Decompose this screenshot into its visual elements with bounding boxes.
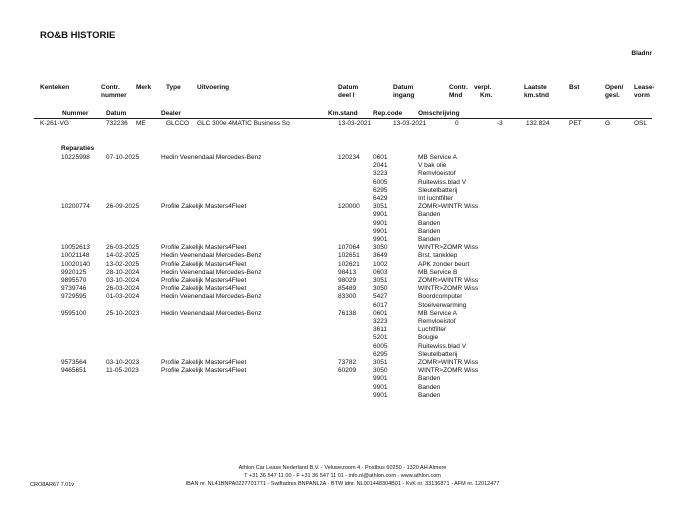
repair-code: 0601 (373, 309, 388, 317)
repair-km: 83300 (338, 293, 357, 301)
header-type: Type (166, 84, 181, 91)
vehicle-contr-nummer: 732236 (106, 120, 128, 127)
vehicle-contr-mnd: 0 (455, 120, 459, 127)
repair-code: 6005 (373, 178, 388, 186)
repair-code: 3050 (373, 285, 388, 293)
header-nummer: Nummer (62, 110, 89, 117)
table-row (0, 285, 685, 293)
repair-code: 3051 (373, 359, 388, 366)
repair-code: 3051 (373, 203, 388, 211)
repair-datum: 13-02-2025 (106, 260, 140, 268)
vehicle-kenteken: K-261-VG (40, 120, 69, 127)
repair-omschrijving: V bak olie (418, 162, 447, 170)
repair-datum: 25-10-2023 (106, 309, 140, 317)
table-row (0, 187, 685, 195)
header-datum-deel-2: deel I (338, 92, 355, 99)
header-open-2: gesl. (605, 92, 620, 99)
table-row (0, 277, 685, 285)
repair-code: 3223 (373, 318, 388, 325)
header-dealer: Dealer (161, 110, 181, 117)
repair-omschrijving: Banden (418, 391, 441, 399)
table-row (0, 384, 685, 392)
repair-dealer: Profile Zakelijk Masters4Fleet (161, 367, 247, 375)
repair-nummer: 9573564 (61, 359, 87, 366)
repair-omschrijving: Boordcomputer (418, 293, 463, 301)
footer-bank: IBAN nr. NL41BNPA0227701771 - Swiftadres BNPANL2A - BTW idnr. NL001448304B01 - KvK nr. 33136871 - AFM nr. 12012477 (185, 481, 500, 487)
repair-code: 9901 (373, 236, 388, 243)
repair-dealer: Profile Zakelijk Masters4Fleet (161, 203, 247, 211)
vehicle-laatste-km: 132.824 (526, 120, 550, 127)
repair-dealer: Profile Zakelijk Masters4Fleet (161, 277, 247, 284)
repair-omschrijving: Banden (418, 383, 441, 391)
header-datum-ingang-2: ingang (393, 92, 415, 99)
repair-nummer: 9920125 (61, 268, 87, 276)
repair-datum: 03-10-2023 (106, 359, 140, 366)
footer-contact: T +31 36 547 11 00 - F +31 36 547 11 01 - info.nl@athlon.com - www.athlon.com (244, 473, 441, 479)
header-repcode: Rep.code (373, 110, 403, 117)
table-row (0, 162, 685, 170)
header-divider (34, 118, 652, 119)
repair-code: 0603 (373, 268, 388, 276)
table-row (0, 203, 685, 211)
repair-km: 76138 (338, 309, 357, 317)
repair-dealer: Profile Zakelijk Masters4Fleet (161, 359, 247, 366)
repair-omschrijving: Banden (418, 236, 441, 243)
repair-code: 5427 (373, 293, 388, 301)
header-contr-mnd-2: Mnd (449, 92, 463, 99)
repair-nummer: 10225998 (61, 154, 90, 161)
repair-omschrijving: Luchtfilter (418, 326, 447, 334)
repair-nummer: 10200774 (61, 203, 90, 211)
repair-datum: 26-09-2025 (106, 203, 140, 211)
table-row (0, 195, 685, 203)
header-lease-2: vorm (634, 92, 650, 99)
header-datum-ingang-1: Datum (393, 84, 414, 91)
repair-omschrijving: Sleutelbatterij (418, 350, 458, 358)
document-title: RO&B HISTORIE (40, 30, 116, 41)
repair-omschrijving: Ruitewiss.blad V (418, 342, 467, 350)
header-open-1: Open/ (605, 84, 624, 91)
repair-datum: 11-05-2023 (106, 367, 139, 375)
table-row (0, 179, 685, 187)
repair-code: 2041 (373, 162, 388, 170)
repair-code: 6295 (373, 350, 388, 358)
repair-code: 5201 (373, 334, 388, 342)
form-code: CRO8AR67 7.01v (30, 482, 75, 488)
repair-datum: 07-10-2025 (106, 154, 140, 161)
table-row (0, 261, 685, 269)
repair-omschrijving: WINTR>ZOMR Wiss (418, 244, 479, 252)
repair-omschrijving: Remvloeistof (418, 318, 456, 325)
table-row (0, 359, 685, 367)
repair-nummer: 9595100 (61, 309, 87, 317)
vehicle-type: GLCCO (166, 120, 190, 127)
table-row (0, 392, 685, 400)
repair-datum: 03-10-2024 (106, 277, 140, 284)
table-row (0, 170, 685, 178)
table-row (0, 228, 685, 236)
table-row (0, 244, 685, 252)
header-kmstand: Km.stand (328, 110, 358, 117)
vehicle-lease-vorm: OSL (634, 120, 648, 127)
repair-omschrijving: Banden (418, 375, 441, 383)
repair-code: 3050 (373, 244, 388, 252)
table-row (0, 375, 685, 383)
table-row (0, 252, 685, 260)
header-uitvoering: Uitvoering (197, 84, 230, 91)
header-contr-mnd-1: Contr. (449, 84, 468, 91)
reparaties-heading: Reparaties (61, 145, 95, 152)
header-lease-1: Lease- (634, 84, 655, 91)
repair-omschrijving: Banden (418, 227, 441, 235)
repair-code: 6295 (373, 186, 388, 194)
repair-dealer: Profile Zakelijk Masters4Fleet (161, 260, 247, 268)
repair-omschrijving: ZOMR>WINTR Wiss (418, 359, 479, 366)
table-row (0, 343, 685, 351)
repair-omschrijving: Sleutelbatterij (418, 186, 458, 194)
repair-omschrijving: Bougie (418, 334, 439, 342)
vehicle-open-gesl: G (605, 120, 611, 127)
repair-code: 0601 (373, 154, 388, 161)
repair-dealer: Hedin Veenendaal Mercedes-Benz (161, 252, 262, 260)
repair-code: 3223 (373, 170, 388, 178)
header-laatste-1: Laatste (524, 84, 547, 91)
header-contr-nummer-1: Contr. (101, 84, 120, 91)
table-row (0, 318, 685, 326)
repair-nummer: 9739746 (61, 285, 87, 293)
repair-omschrijving: Remvloeistof (418, 170, 456, 178)
repair-omschrijving: Int luchtfilter (418, 195, 454, 202)
table-row (0, 154, 685, 162)
repair-omschrijving: WINTR>ZOMR Wiss (418, 367, 479, 375)
table-row (0, 367, 685, 375)
repair-dealer: Hedin Veenendaal Mercedes-Benz (161, 309, 262, 317)
repair-datum: 01-03-2024 (106, 293, 140, 301)
header-verpl-2: Km. (480, 92, 493, 99)
repair-km: 60209 (338, 367, 357, 375)
header-merk: Merk (136, 84, 152, 91)
repair-code: 9901 (373, 375, 388, 383)
repair-omschrijving: MB Service A (418, 309, 458, 317)
repair-km: 98413 (338, 268, 357, 276)
repair-omschrijving: Stoelverwarming (418, 301, 467, 309)
vehicle-datum-ingang: 13-03-2021 (393, 120, 427, 127)
vehicle-verpl-km: -3 (497, 120, 503, 127)
table-row (0, 293, 685, 301)
table-row (0, 334, 685, 342)
repair-omschrijving: WINTR>ZOMR Wiss (418, 285, 479, 293)
repair-datum: 26-03-2024 (106, 285, 140, 293)
repair-omschrijving: Brst. tankklep (418, 252, 458, 260)
repair-km: 107064 (338, 244, 360, 252)
header-datum-deel-1: Datum (338, 84, 359, 91)
repair-datum: 28-10-2024 (106, 268, 140, 276)
repair-dealer: Hedin Veenendaal Mercedes-Benz (161, 154, 262, 161)
repair-code: 9901 (373, 391, 388, 399)
repair-code: 3051 (373, 277, 388, 284)
table-row (0, 269, 685, 277)
repair-km: 120000 (338, 203, 360, 211)
repair-km: 98029 (338, 277, 357, 284)
repair-datum: 26-03-2025 (106, 244, 140, 252)
table-row (0, 310, 685, 318)
header-verpl-1: verpl. (474, 84, 492, 91)
vehicle-merk: ME (136, 120, 146, 127)
repair-nummer: 10021148 (61, 252, 90, 260)
repair-nummer: 10052613 (61, 244, 90, 252)
header-contr-nummer-2: nummer (101, 92, 127, 99)
repair-code: 1002 (373, 260, 388, 268)
repair-nummer: 10020140 (61, 260, 90, 268)
table-row (0, 236, 685, 244)
repair-code: 3050 (373, 367, 388, 375)
repair-km: 73782 (338, 359, 357, 366)
repair-omschrijving: APK zonder beurt (418, 260, 470, 268)
repair-dealer: Hedin Veenendaal Mercedes-Benz (161, 268, 262, 276)
header-laatste-2: km.stnd (524, 92, 549, 99)
repair-km: 102621 (338, 260, 360, 268)
table-row (0, 220, 685, 228)
repair-dealer: Profile Zakelijk Masters4Fleet (161, 285, 247, 293)
repair-code: 3611 (373, 326, 387, 334)
footer-address: Athlon Car Lease Nederland B.V. - Veluwezoom 4 - Postbus 60250 - 1320 AH Almere (238, 465, 447, 471)
repair-dealer: Profile Zakelijk Masters4Fleet (161, 244, 247, 252)
repair-code: 3649 (373, 252, 388, 260)
repair-omschrijving: ZOMR>WINTR Wiss (418, 203, 479, 211)
repair-code: 6005 (373, 342, 388, 350)
vehicle-bst: PET (569, 120, 582, 127)
table-row (0, 211, 685, 219)
repair-code: 9901 (373, 383, 388, 391)
header-kenteken: Kenteken (40, 84, 70, 91)
header-omschrijving: Omschrijving (418, 110, 460, 117)
vehicle-uitvoering: GLC 300e 4MATIC Business So (197, 120, 290, 127)
repair-km: 85489 (338, 285, 357, 293)
repair-code: 9901 (373, 227, 388, 235)
repair-dealer: Hedin Veenendaal Mercedes-Benz (161, 293, 262, 301)
repair-omschrijving: Ruitewiss.blad V (418, 178, 467, 186)
table-row (0, 326, 685, 334)
repair-datum: 14-02-2025 (106, 252, 140, 260)
repair-code: 9901 (373, 211, 388, 219)
header-bst: Bst (569, 84, 580, 91)
repair-nummer: 9895570 (61, 277, 87, 284)
table-row (0, 302, 685, 310)
table-row (0, 351, 685, 359)
repair-omschrijving: MB Service B (418, 268, 458, 276)
repair-nummer: 9465651 (61, 367, 87, 375)
header-datum: Datum (106, 110, 127, 117)
repair-omschrijving: Banden (418, 211, 441, 219)
repair-km: 120234 (338, 154, 360, 161)
repair-omschrijving: ZOMR>WINTR Wiss (418, 277, 479, 284)
repair-code: 6017 (373, 301, 388, 309)
repair-omschrijving: Banden (418, 219, 441, 227)
repair-km: 102651 (338, 252, 360, 260)
repair-code: 9901 (373, 219, 388, 227)
vehicle-datum-deel-1: 13-03-2021 (338, 120, 372, 127)
bladnr-label: Bladnr (631, 50, 652, 57)
repair-omschrijving: MB Service A (418, 154, 458, 161)
repair-code: 6429 (373, 195, 388, 202)
repair-nummer: 9729595 (61, 293, 87, 301)
